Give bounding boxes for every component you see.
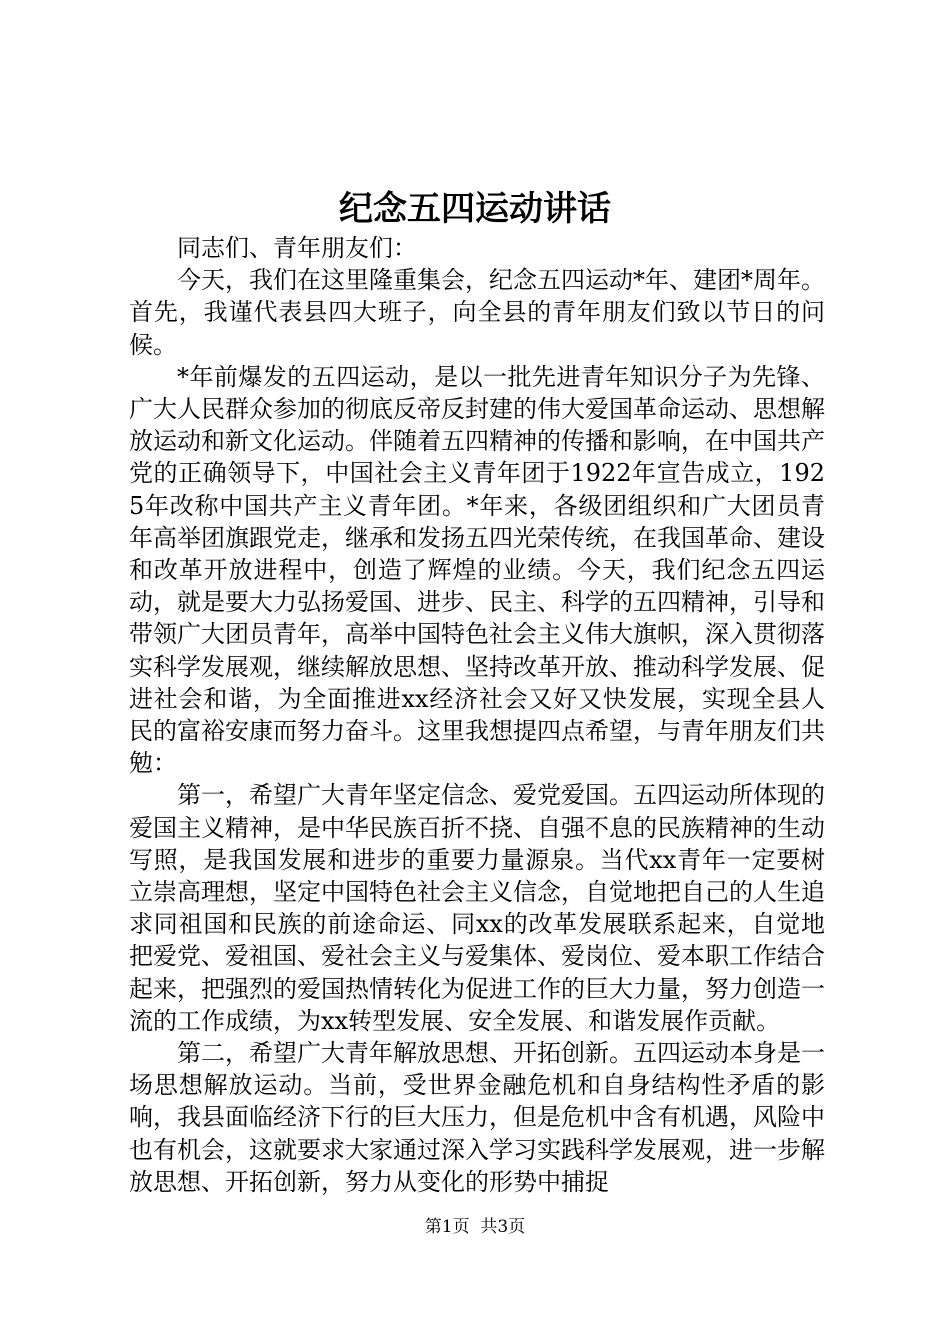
document-title: 纪念五四运动讲话 bbox=[339, 189, 611, 229]
page-number: 第1页 bbox=[424, 1217, 470, 1237]
page-footer bbox=[0, 1215, 950, 1239]
second-hope-paragraph: 第二，希望广大青年解放思想、开拓创新。五四运动本身是一场思想解放运动。当前，受世界金融危机和自身结构性矛盾的影响，我县面临经济下行的巨大压力，但是危机中含有机遇，风险中也有机会，这就要求大家通过深入学习实践科学发展观，进一步解放思想、开拓创新，努力从变化的形势中捕捉 bbox=[129, 1039, 825, 1196]
document-body bbox=[129, 232, 825, 1198]
opening-paragraph: 今天，我们在这里隆重集会，纪念五四运动*年、建团*周年。首先，我谨代表县四大班子，向全县的青年朋友们致以节日的问候。 bbox=[129, 266, 825, 359]
footer-spacer bbox=[470, 1217, 481, 1237]
first-hope-paragraph: 第一，希望广大青年坚定信念、爱党爱国。五四运动所体现的爱国主义精神，是中华民族百折不挠、自强不息的民族精神的生动写照，是我国发展和进步的重要力量源泉。当代xx青年一定要树立崇高理想，坚定中国特色社会主义信念，自觉地把自己的人生追求同祖国和民族的前途命运、同xx的改革发展联系起来，自觉地把爱党、爱祖国、爱社会主义与爱集体、爱岗位、爱本职工作结合起来，把强烈的爱国热情转化为促进工作的巨大力量，努力创造一流的工作成绩，为xx转型发展、安全发展、和谐发展作贡献。 bbox=[129, 781, 825, 1035]
greeting-paragraph: 同志们、青年朋友们： bbox=[177, 234, 417, 262]
history-paragraph: *年前爆发的五四运动，是以一批先进青年知识分子为先锋、广大人民群众参加的彻底反帝反封建的伟大爱国革命运动、思想解放运动和新文化运动。伴随着五四精神的传播和影响，在中国共产党的正确领导下，中国社会主义青年团于1922年宣告成立，1925年改称中国共产主义青年团。*年来，各级团组织和广大团员青年高举团旗跟党走，继承和发扬五四光荣传统，在我国革命、建设和改革开放进程中，创造了辉煌的业绩。今天，我们纪念五四运动，就是要大力弘扬爱国、进步、民主、科学的五四精神，引导和带领广大团员青年，高举中国特色社会主义伟大旗帜，深入贯彻落实科学发展观，继续解放思想、坚持改革开放、推动科学发展、促进社会和谐，为全面推进xx经济社会又好又快发展，实现全县人民的富裕安康而努力奋斗。这里我想提四点希望，与青年朋友们共勉： bbox=[129, 362, 825, 778]
page-total: 共3页 bbox=[480, 1217, 526, 1237]
